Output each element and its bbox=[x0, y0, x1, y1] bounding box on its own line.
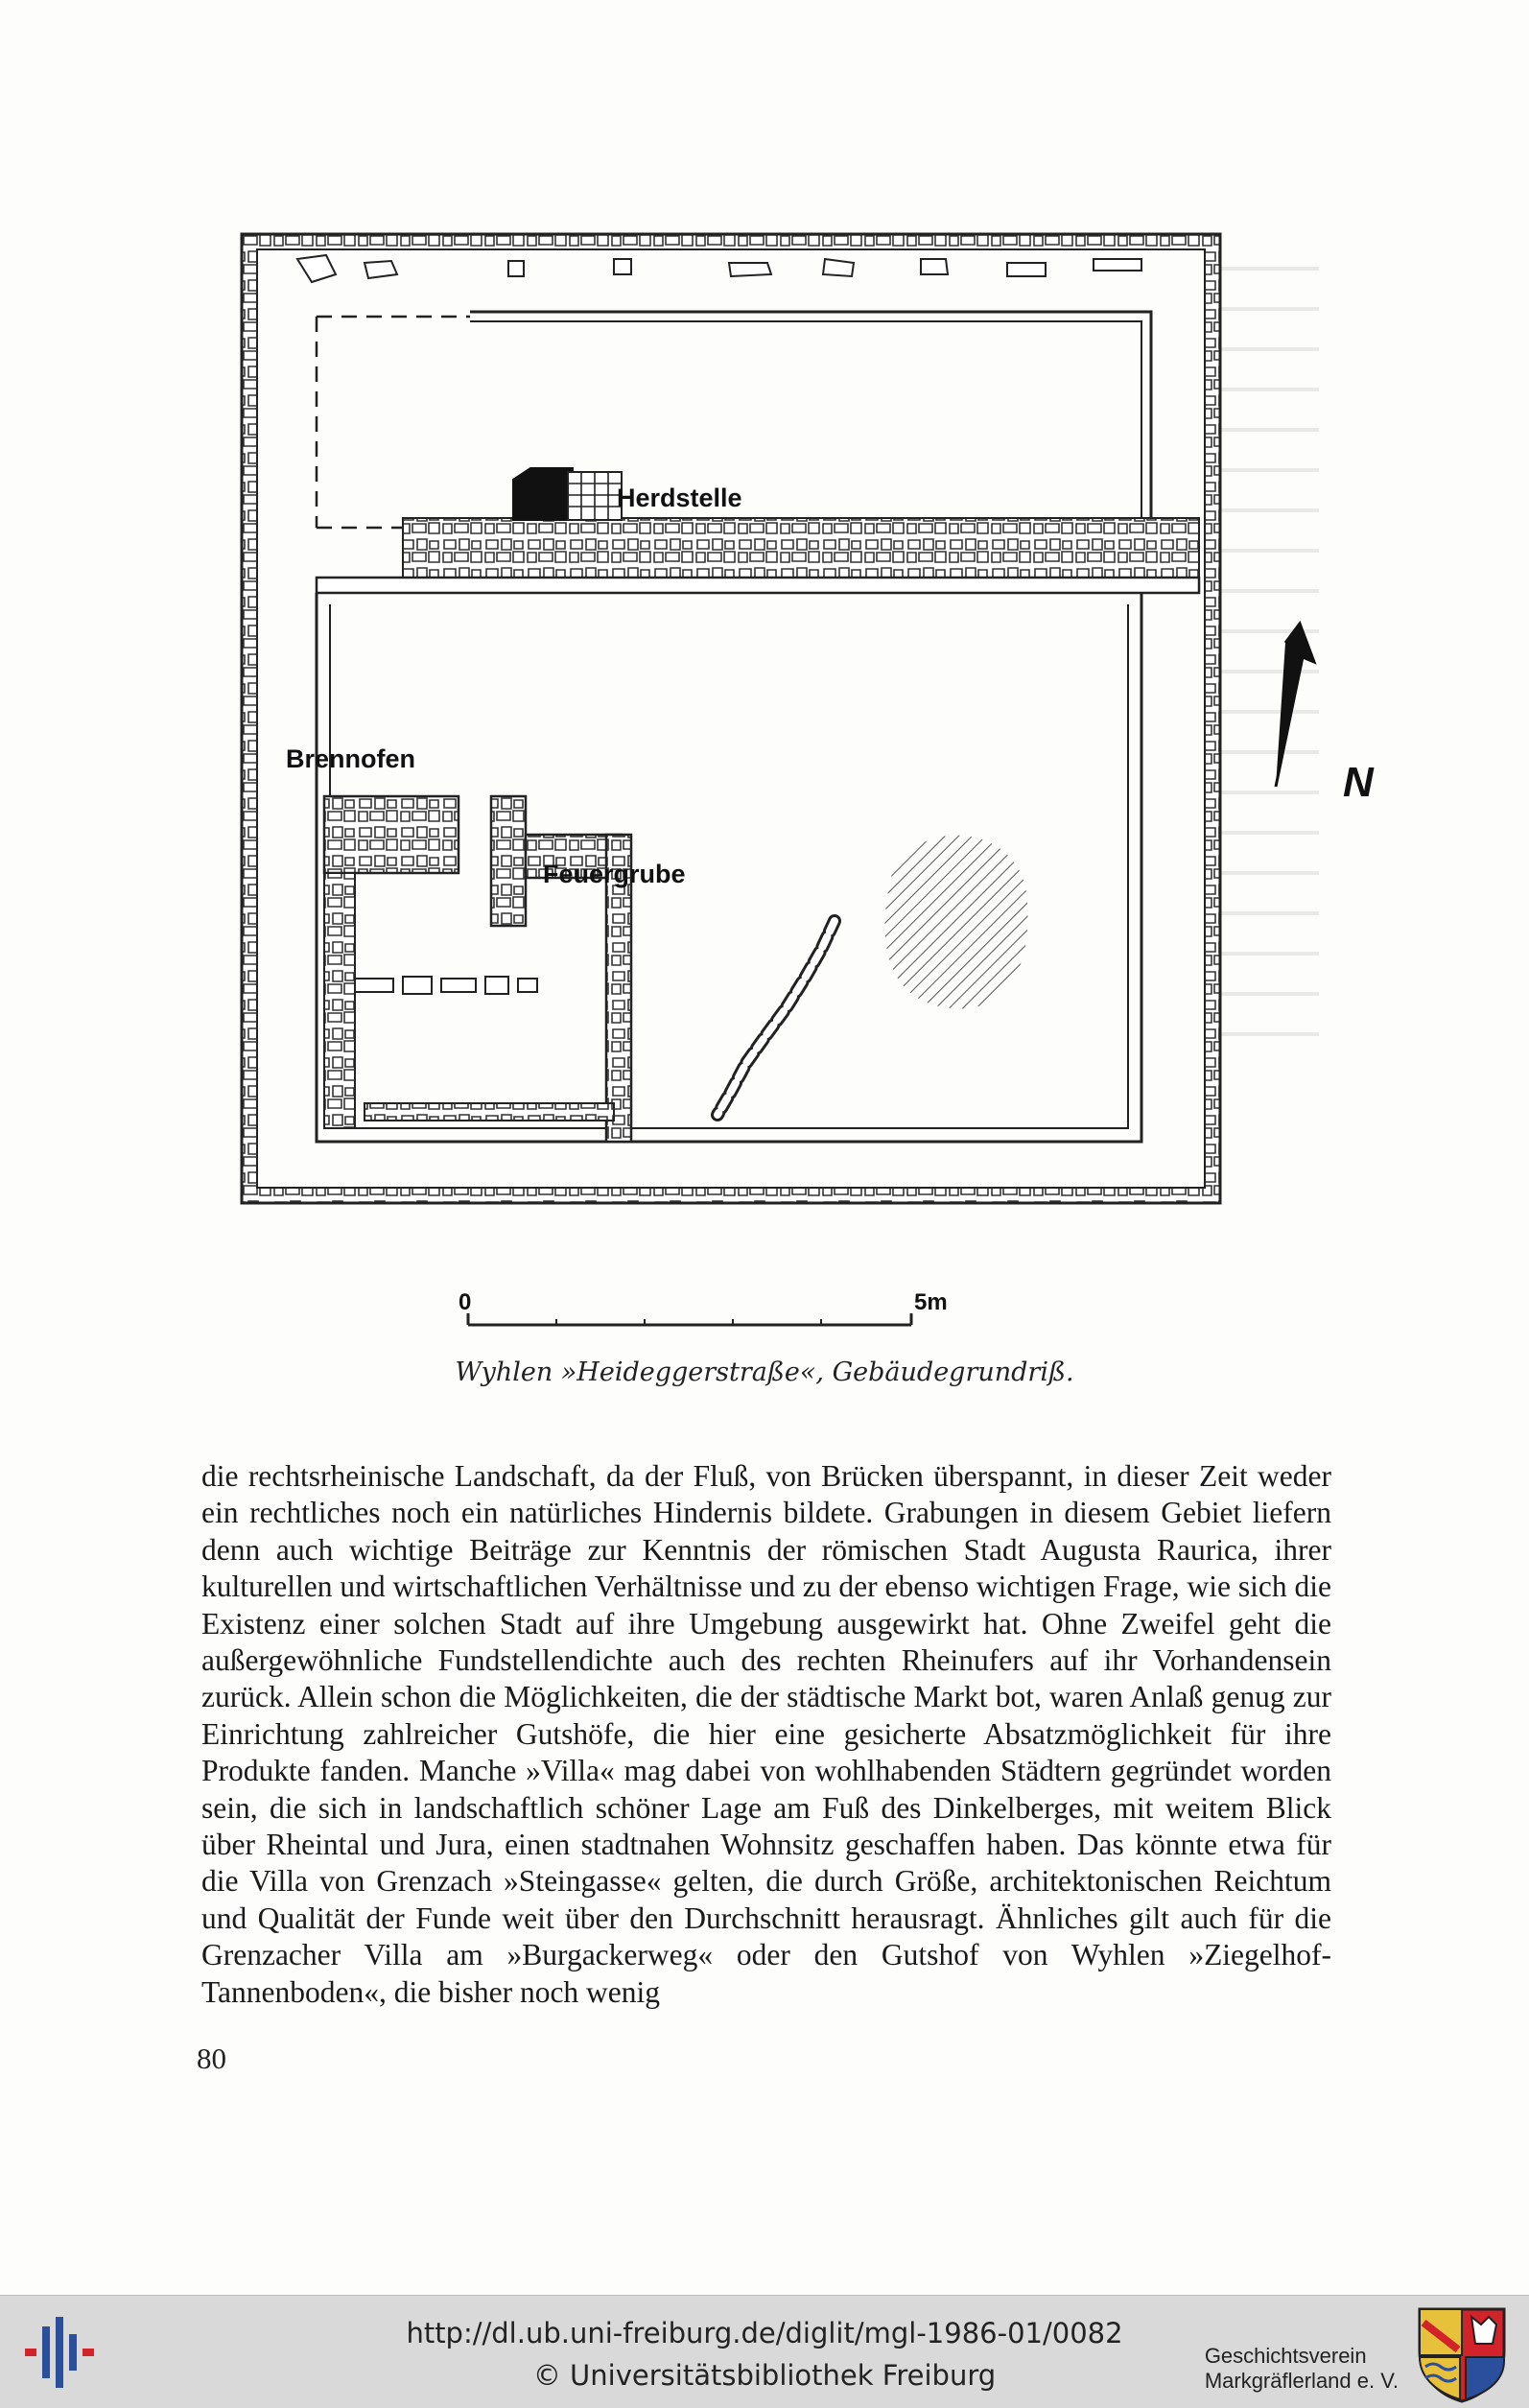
organization-name-line1: Geschichtsverein bbox=[1204, 2344, 1367, 2368]
body-text: die rechtsrheinische Landschaft, da der Fluß, von Brücken überspannt, in dieser Zeit weder ein rechtliches noch ein natürliches Hindernis bildete. Grabungen in diesem Gebiet liefern denn auch wichtige Beiträge zur Kenntnis der römischen Stadt Augusta Raurica, ihrer kulturellen und wirtschaftlichen Verhältnisse und zu der ebenso wichtigen Frage, wie sich die Existenz einer solchen Stadt auf ihre Umgebung ausgewirkt hat. Ohne Zweifel geht die außergewöhnliche Fundstellendichte auch des rechten Rheinufers auf ihr Vorhandensein zurück. Allein schon die Möglichkeiten, die der städtische Markt bot, waren Anlaß genug zur Einrichtung zahlreicher Gutshöfe, die hier eine gesicherte Absatzmöglichkeit für ihre Produkte fanden. Manche »Villa« mag dabei von wohlhabenden Städtern gegründet worden sein, die sich in landschaftlich schöner Lage am Fuß des Dinkelberges, mit weitem Blick über Rheintal und Jura, einen stadtnahen Wohnsitz geschaffen haben. Das könnte etwa für die Villa von Grenzach »Steingasse« gelten, die durch Größe, architektonischen Reichtum und Qualität der Funde weit über den Durchschnitt herausragt. Ähnliches gilt auch für die Grenzacher Villa am »Burgackerweg« oder den Gutshof von Wyhlen »Ziegelhof-Tannenboden«, die bisher noch wenig bbox=[201, 1459, 1331, 2009]
label-feuergrube: Feuergrube bbox=[543, 860, 686, 888]
scale-end-label: 5m bbox=[914, 1289, 948, 1315]
label-herdstelle: Herdstelle bbox=[617, 484, 742, 512]
scale-bar bbox=[451, 1290, 988, 1348]
scale-start-label: 0 bbox=[459, 1289, 472, 1315]
label-brennofen: Brennofen bbox=[286, 744, 415, 773]
organization-name-line2: Markgräflerland e. V. bbox=[1204, 2369, 1399, 2393]
page-number: 80 bbox=[197, 2042, 226, 2075]
coat-of-arms-icon bbox=[1414, 2303, 1510, 2403]
body-paragraph bbox=[201, 1458, 1331, 2011]
figure-caption: Wyhlen »Heideggerstraße«, Gebäudegrundriß. bbox=[455, 1357, 1074, 1387]
organization-name bbox=[1205, 2344, 1399, 2394]
copyright-notice: © Universitätsbibliothek Freiburg bbox=[532, 2359, 997, 2392]
viewer-footer bbox=[0, 2295, 1529, 2408]
north-arrow-label: N bbox=[1343, 759, 1374, 806]
document-url-link[interactable]: http://dl.ub.uni-freiburg.de/diglit/mgl-1986-01/0082 bbox=[406, 2317, 1123, 2349]
building-floor-plan bbox=[230, 221, 1374, 1257]
